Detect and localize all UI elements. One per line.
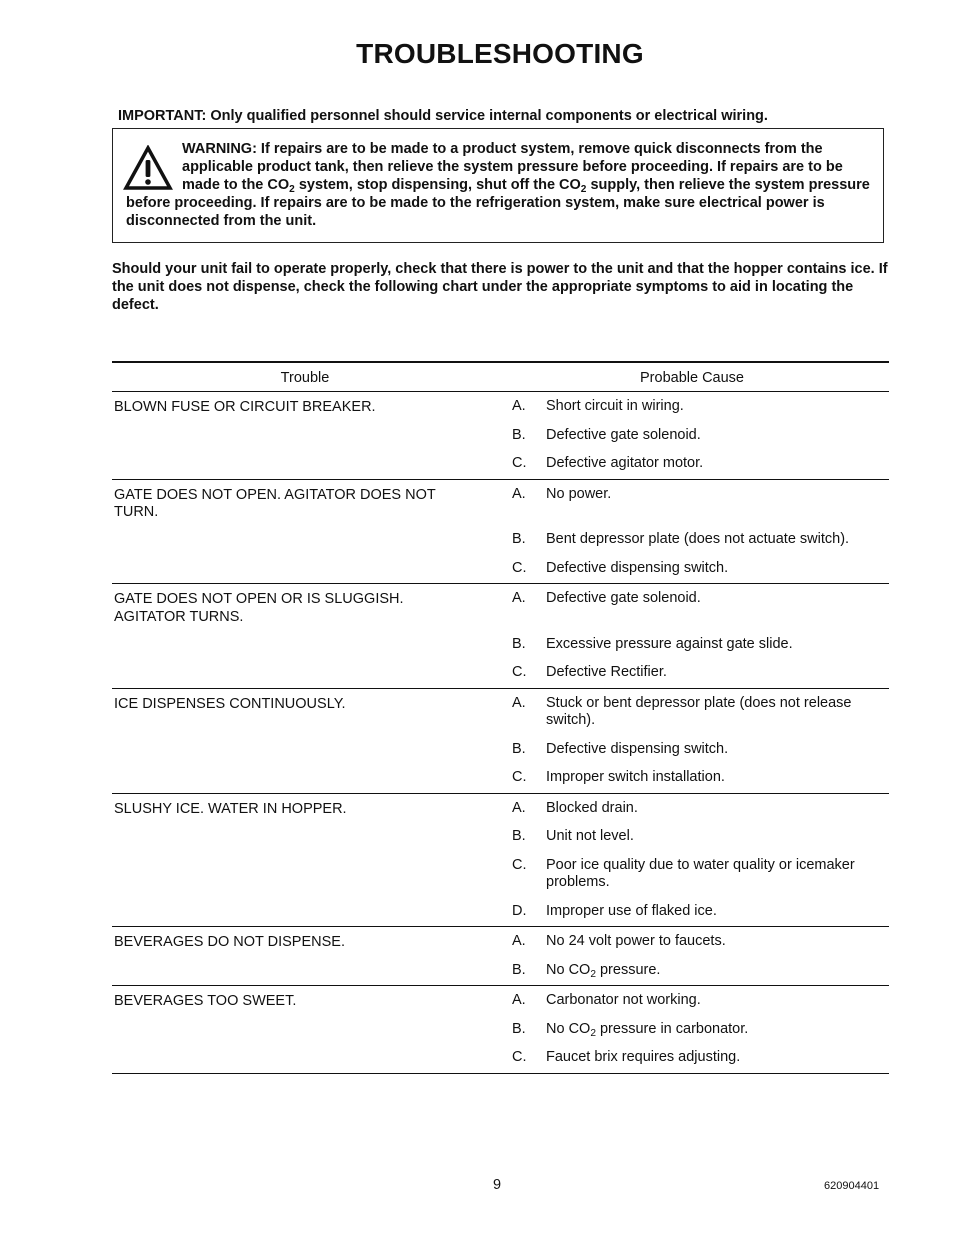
warning-box — [112, 128, 884, 243]
cause-item — [512, 903, 889, 921]
cause-text: No 24 volt power to faucets. — [546, 933, 726, 949]
cause-item — [512, 560, 889, 578]
cause-letter: B. — [512, 635, 526, 652]
trouble-cell: BLOWN FUSE OR CIRCUIT BREAKER. — [114, 399, 376, 415]
trouble-cell: GATE DOES NOT OPEN OR IS SLUGGISH. AGITATOR TURNS. — [114, 591, 404, 625]
cause-text: No CO — [546, 961, 591, 978]
probable-cause-list — [512, 590, 889, 682]
cause-text: Defective gate solenoid. — [546, 590, 701, 606]
cause-text: Defective dispensing switch. — [546, 559, 729, 576]
cause-letter: C. — [512, 1049, 527, 1065]
cause-text: Short circuit in wiring. — [546, 398, 684, 414]
probable-cause-list — [512, 398, 889, 473]
cause-item — [512, 427, 889, 445]
table-row — [112, 392, 889, 480]
cause-text: Unit not level. — [546, 828, 634, 844]
page-title: TROUBLESHOOTING — [356, 38, 644, 69]
cause-letter: A. — [512, 799, 526, 816]
cause-text: Defective Rectifier. — [546, 664, 667, 680]
cause-letter: D. — [512, 902, 527, 919]
trouble-cell: ICE DISPENSES CONTINUOUSLY. — [114, 695, 346, 712]
cause-item — [512, 695, 889, 730]
cause-letter: C. — [512, 664, 527, 680]
table-row — [112, 927, 889, 986]
cause-text: Bent depressor plate (does not actuate switch). — [546, 531, 850, 547]
cause-item — [512, 741, 889, 759]
table-row — [112, 480, 889, 585]
cause-item — [512, 800, 889, 818]
cause-text-suffix: pressure. — [595, 961, 661, 978]
cause-text: Faucet brix requires adjusting. — [546, 1049, 741, 1065]
cause-letter: A. — [512, 590, 526, 606]
warning-text-part3: supply, then relieve the system pressure before proceeding. If repairs are to be made to the refrigeration system, make sure electrical power is disconnected from the unit. — [126, 177, 870, 229]
cause-item — [512, 828, 889, 846]
cause-item — [512, 486, 889, 504]
cause-text: Improper use of flaked ice. — [546, 902, 717, 919]
table-header — [112, 363, 889, 392]
probable-cause-list — [512, 695, 889, 787]
trouble-cell: GATE DOES NOT OPEN. AGITATOR DOES NOT TURN. — [114, 486, 436, 520]
table-row — [112, 794, 889, 928]
cause-letter: A. — [512, 694, 526, 711]
cause-letter: A. — [512, 485, 526, 502]
cause-item — [512, 455, 889, 473]
cause-letter: B. — [512, 531, 526, 547]
cause-text: Stuck or bent depressor plate (does not release switch). — [546, 694, 852, 728]
cause-item — [512, 636, 889, 654]
cause-item — [512, 769, 889, 787]
cause-item — [512, 664, 889, 682]
page-number: 9 — [493, 1177, 502, 1193]
cause-text: Defective gate solenoid. — [546, 426, 701, 443]
probable-cause-list — [512, 933, 889, 979]
cause-item — [512, 962, 889, 980]
cause-item — [512, 1021, 889, 1039]
header-trouble: Trouble — [280, 370, 330, 386]
cause-text: Improper switch installation. — [546, 769, 725, 785]
cause-text: No power. — [546, 485, 612, 502]
cause-item — [512, 531, 889, 549]
cause-letter: C. — [512, 559, 527, 576]
trouble-cell: BEVERAGES TOO SWEET. — [114, 993, 297, 1009]
cause-text: Poor ice quality due to water quality or icemaker problems. — [546, 856, 855, 890]
co2-subscript: 2 — [590, 1027, 596, 1039]
document-number: 620904401 — [824, 1180, 880, 1192]
cause-letter: C. — [512, 769, 527, 785]
troubleshooting-table — [112, 361, 889, 1074]
cause-letter: A. — [512, 398, 526, 414]
cause-text: Defective agitator motor. — [546, 455, 704, 471]
cause-item — [512, 590, 889, 608]
cause-text-suffix: pressure in carbonator. — [595, 1020, 749, 1037]
warning-text-part2: system, stop dispensing, shut off the CO — [294, 177, 581, 193]
table-body — [112, 392, 889, 1074]
cause-letter: B. — [512, 828, 526, 844]
co2-subscript: 2 — [580, 184, 587, 195]
warning-text — [126, 140, 873, 230]
cause-text: No CO — [546, 1020, 591, 1037]
cause-letter: A. — [512, 992, 526, 1008]
cause-letter: B. — [512, 740, 526, 757]
cause-letter: C. — [512, 455, 527, 471]
table-row — [112, 986, 889, 1074]
cause-item — [512, 933, 889, 951]
header-probable-cause: Probable Cause — [640, 370, 744, 386]
cause-text: Carbonator not working. — [546, 992, 701, 1008]
trouble-cell: BEVERAGES DO NOT DISPENSE. — [114, 934, 345, 950]
cause-item — [512, 1049, 889, 1067]
cause-item — [512, 992, 889, 1010]
cause-text: Excessive pressure against gate slide. — [546, 635, 793, 652]
probable-cause-list — [512, 992, 889, 1067]
warning-text-part1: WARNING: If repairs are to be made to a product system, remove quick disconnects from the applicable product tank, then relieve the system pressure before proceeding. If repairs are to be made to the CO — [182, 141, 843, 193]
probable-cause-list — [512, 800, 889, 921]
cause-text: Blocked drain. — [546, 799, 638, 816]
co2-subscript: 2 — [590, 968, 596, 980]
table-row — [112, 689, 889, 794]
cause-letter: A. — [512, 933, 526, 949]
co2-subscript: 2 — [289, 184, 295, 195]
cause-letter: B. — [512, 1020, 526, 1037]
cause-text: Defective dispensing switch. — [546, 740, 729, 757]
important-notice: IMPORTANT: Only qualified personnel should service internal components or electrical wiring. — [118, 108, 768, 124]
table-row — [112, 584, 889, 689]
probable-cause-list — [512, 486, 889, 578]
trouble-cell: SLUSHY ICE. WATER IN HOPPER. — [114, 800, 347, 817]
intro-paragraph: Should your unit fail to operate properly, check that there is power to the unit and that the hopper contains ice. If the unit does not dispense, check the following chart under the appropriate symptoms to aid in locating the defect. — [112, 261, 888, 313]
cause-letter: B. — [512, 961, 526, 978]
cause-letter: B. — [512, 426, 526, 443]
cause-item — [512, 857, 889, 892]
cause-item — [512, 398, 889, 416]
cause-letter: C. — [512, 856, 527, 873]
